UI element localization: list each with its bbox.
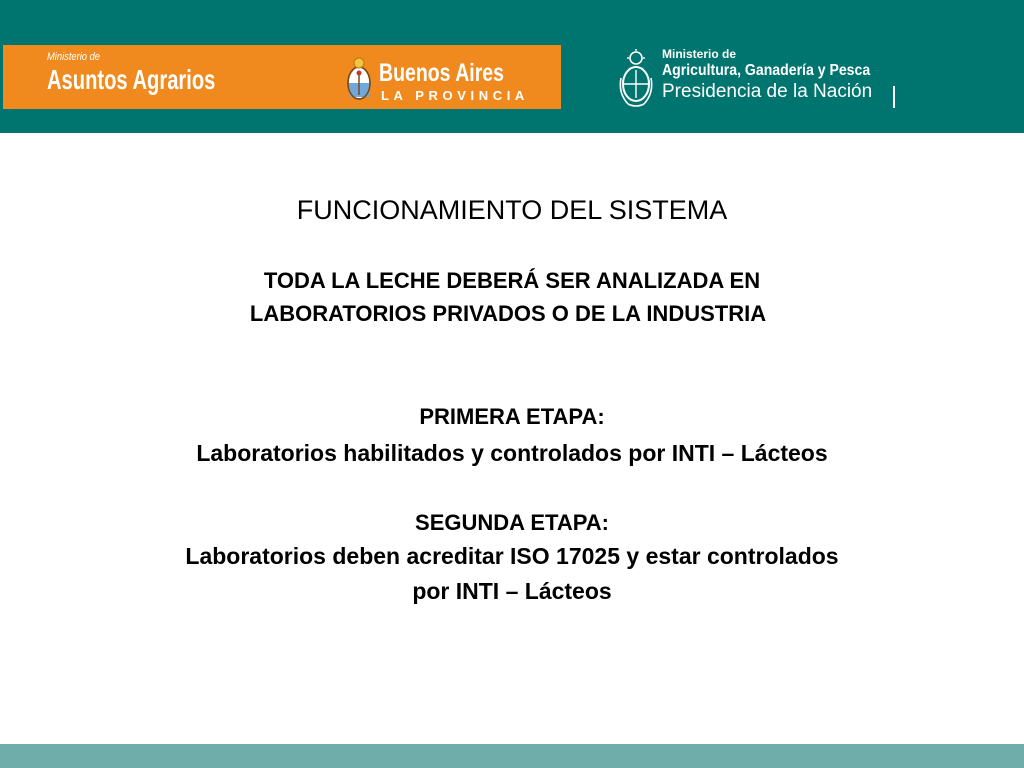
asuntos-agrarios-label: Asuntos Agrarios (47, 64, 216, 95)
footer-band (0, 744, 1024, 768)
stage-1-heading: PRIMERA ETAPA: (419, 404, 605, 429)
stage-2-heading: SEGUNDA ETAPA: (415, 510, 609, 535)
slide-title: FUNCIONAMIENTO DEL SISTEMA (296, 195, 728, 225)
stage-2-text-line-2: por INTI – Lácteos (412, 578, 612, 604)
statement-line-1: TODA LA LECHE DEBERÁ SER ANALIZADA EN (263, 268, 761, 293)
logo-divider (893, 86, 895, 108)
statement-line-2: LABORATORIOS PRIVADOS O DE LA INDUSTRIA (249, 301, 767, 326)
stage-2-text-line-1: Laboratorios deben acreditar ISO 17025 y estar controlados (185, 543, 839, 569)
header-band (0, 0, 1024, 133)
ministerio-agricultura-label: Agricultura, Ganadería y Pesca (662, 62, 871, 79)
buenos-aires-crest-icon (345, 55, 373, 105)
ministerio-label: Ministerio de (662, 47, 737, 61)
stage-1-text: Laboratorios habilitados y controlados por INTI – Lácteos (196, 440, 828, 466)
la-provincia-label: LA PROVINCIA (381, 88, 529, 103)
buenos-aires-label: Buenos Aires (379, 59, 504, 87)
presidencia-label: Presidencia de la Nación (662, 81, 873, 102)
argentina-coat-of-arms-icon (616, 48, 656, 110)
provincial-logo-box (3, 45, 561, 109)
ministerio-small-label: Ministerio de (47, 51, 101, 63)
